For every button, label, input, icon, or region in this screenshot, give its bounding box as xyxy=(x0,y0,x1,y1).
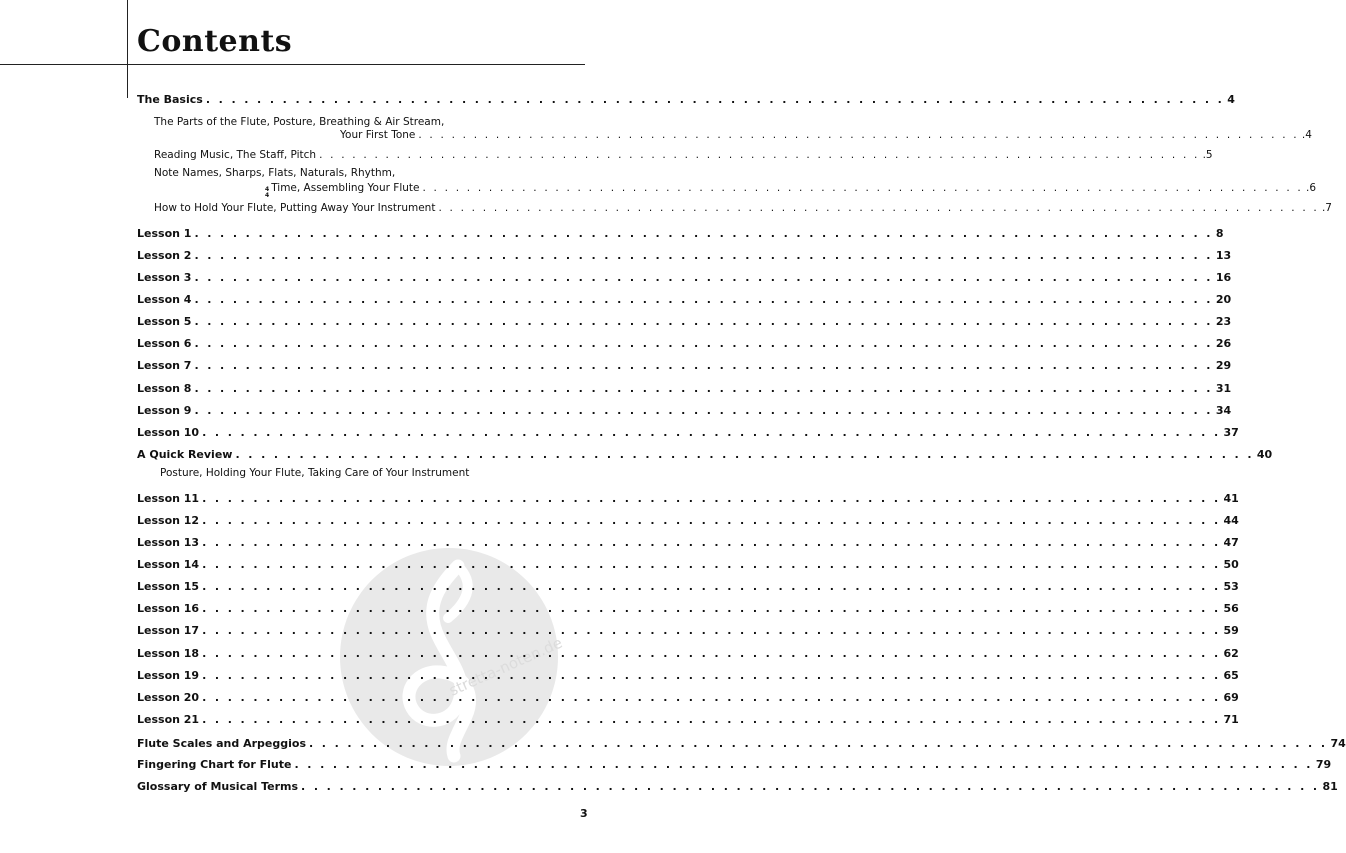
entry-label: Lesson 3 xyxy=(137,271,192,284)
entry-page: .6 xyxy=(1305,182,1317,194)
toc-entry-lesson xyxy=(137,536,1239,550)
dot-leader: . . . . . . . . . . . . . . . . . . . . . . . . . . . . . . . . . . . . . . . . . . . . . . . . . . . . . . . . . . . . . . . . . . . . . . . . . . . . . . . . xyxy=(205,93,1225,106)
dot-leader: . . . . . . . . . . . . . . . . . . . . . . . . . . . . . . . . . . . . . . . . . . . . . . . . . . . . . . . . . . . . . . . . . . . . . . . . . . . . . . . . xyxy=(202,647,1221,660)
toc-entry-lesson xyxy=(137,337,1232,351)
toc-subentry-line: The Parts of the Flute, Posture, Breathing & Air Stream, xyxy=(154,116,445,128)
entry-page: .4 xyxy=(1301,129,1312,141)
entry-page: 26 xyxy=(1215,337,1232,350)
page-title: Contents xyxy=(137,24,293,59)
entry-label: Lesson 15 xyxy=(137,580,200,593)
toc-entry-lesson xyxy=(137,669,1239,683)
toc-entry-lesson xyxy=(137,382,1232,396)
toc-subentry xyxy=(154,148,1213,162)
entry-page: 29 xyxy=(1215,359,1232,372)
entry-page: .5 xyxy=(1202,149,1213,161)
entry-page: 23 xyxy=(1215,315,1232,328)
entry-page: 50 xyxy=(1223,558,1239,571)
entry-page: .7 xyxy=(1321,202,1332,214)
entry-label: Time, Assembling Your Flute xyxy=(271,182,420,194)
entry-page: 16 xyxy=(1215,271,1232,284)
entry-label: Lesson 19 xyxy=(137,669,200,682)
entry-label: Lesson 20 xyxy=(137,691,200,704)
toc-entry-lesson xyxy=(137,227,1224,241)
entry-page: 71 xyxy=(1223,713,1239,726)
time-signature-icon xyxy=(265,187,269,199)
entry-page: 81 xyxy=(1322,780,1338,793)
toc-entry-lesson xyxy=(137,514,1239,528)
entry-page: 20 xyxy=(1215,293,1232,306)
entry-page: 44 xyxy=(1223,514,1239,527)
toc-entry-lesson xyxy=(137,602,1239,616)
toc-entry-lesson xyxy=(137,249,1232,263)
entry-label: Lesson 21 xyxy=(137,713,200,726)
entry-page: 37 xyxy=(1223,426,1239,439)
toc-entry-lesson xyxy=(137,492,1239,506)
dot-leader: . . . . . . . . . . . . . . . . . . . . . . . . . . . . . . . . . . . . . . . . . . . . . . . . . . . . . . . . . . . . . . . . . . . . . . . . . . . . . . . . xyxy=(418,129,1299,141)
entry-label: Fingering Chart for Flute xyxy=(137,758,292,771)
toc-entry-lesson xyxy=(137,315,1232,329)
dot-leader: . . . . . . . . . . . . . . . . . . . . . . . . . . . . . . . . . . . . . . . . . . . . . . . . . . . . . . . . . . . . . . . . . . . . . . . . . . . . . . . . xyxy=(194,249,1213,262)
time-signature-bottom: 4 xyxy=(265,192,270,199)
entry-page: 8 xyxy=(1215,227,1224,240)
dot-leader: . . . . . . . . . . . . . . . . . . . . . . . . . . . . . . . . . . . . . . . . . . . . . . . . . . . . . . . . . . . . . . . . . . . . . . . . . . . . . . . . xyxy=(235,448,1254,461)
entry-page: 59 xyxy=(1223,624,1239,637)
dot-leader: . . . . . . . . . . . . . . . . . . . . . . . . . . . . . . . . . . . . . . . . . . . . . . . . . . . . . . . . . . . . . . . . . . . . . . . . . . . . . . . . xyxy=(194,271,1213,284)
entry-label: Lesson 1 xyxy=(137,227,192,240)
entry-label: Lesson 6 xyxy=(137,337,192,350)
entry-page: 34 xyxy=(1215,404,1232,417)
dot-leader: . . . . . . . . . . . . . . . . . . . . . . . . . . . . . . . . . . . . . . . . . . . . . . . . . . . . . . . . . . . . . . . . . . . . . . . . . . . . . . . . xyxy=(202,492,1221,505)
toc-subentry-line: Note Names, Sharps, Flats, Naturals, Rhythm, xyxy=(154,167,396,179)
vertical-rule xyxy=(127,0,128,98)
entry-label: Lesson 10 xyxy=(137,426,200,439)
toc-entry-note: Posture, Holding Your Flute, Taking Care of Your Instrument xyxy=(160,467,470,479)
dot-leader: . . . . . . . . . . . . . . . . . . . . . . . . . . . . . . . . . . . . . . . . . . . . . . . . . . . . . . . . . . . . . . . . . . . . . . . . . . . . . . . . xyxy=(438,202,1319,214)
dot-leader: . . . . . . . . . . . . . . . . . . . . . . . . . . . . . . . . . . . . . . . . . . . . . . . . . . . . . . . . . . . . . . . . . . . . . . . . . . . . . . . . xyxy=(202,713,1221,726)
dot-leader: . . . . . . . . . . . . . . . . . . . . . . . . . . . . . . . . . . . . . . . . . . . . . . . . . . . . . . . . . . . . . . . . . . . . . . . . . . . . . . . . xyxy=(194,404,1213,417)
toc-subentry xyxy=(340,128,1312,142)
dot-leader: . . . . . . . . . . . . . . . . . . . . . . . . . . . . . . . . . . . . . . . . . . . . . . . . . . . . . . . . . . . . . . . . . . . . . . . . . . . . . . . . xyxy=(194,293,1213,306)
toc-entry-lesson xyxy=(137,691,1239,705)
toc-entry-lesson xyxy=(137,647,1239,661)
toc-subentry xyxy=(265,181,1317,199)
toc-entry-appendix xyxy=(137,780,1338,794)
entry-label: Lesson 5 xyxy=(137,315,192,328)
entry-label: Lesson 13 xyxy=(137,536,200,549)
entry-label: Your First Tone xyxy=(340,129,416,141)
entry-page: 47 xyxy=(1223,536,1239,549)
entry-label: Lesson 16 xyxy=(137,602,200,615)
entry-label: Lesson 4 xyxy=(137,293,192,306)
entry-page: 40 xyxy=(1256,448,1273,461)
entry-label: The Basics xyxy=(137,93,203,106)
dot-leader: . . . . . . . . . . . . . . . . . . . . . . . . . . . . . . . . . . . . . . . . . . . . . . . . . . . . . . . . . . . . . . . . . . . . . . . . . . . . . . . . xyxy=(294,758,1313,771)
toc-entry-lesson xyxy=(137,271,1232,285)
entry-label: Lesson 11 xyxy=(137,492,200,505)
entry-page: 56 xyxy=(1223,602,1239,615)
entry-label: Reading Music, The Staff, Pitch xyxy=(154,149,317,161)
toc-entry-lesson xyxy=(137,624,1239,638)
watermark-text: stretta-noten.de xyxy=(446,633,566,700)
entry-page: 62 xyxy=(1223,647,1239,660)
entry-label: Lesson 12 xyxy=(137,514,200,527)
toc-entry-lesson xyxy=(137,404,1232,418)
dot-leader: . . . . . . . . . . . . . . . . . . . . . . . . . . . . . . . . . . . . . . . . . . . . . . . . . . . . . . . . . . . . . . . . . . . . . . . . . . . . . . . . xyxy=(202,602,1221,615)
toc-entry-lesson xyxy=(137,580,1239,594)
entry-page: 4 xyxy=(1227,93,1235,106)
entry-label: Lesson 2 xyxy=(137,249,192,262)
dot-leader: . . . . . . . . . . . . . . . . . . . . . . . . . . . . . . . . . . . . . . . . . . . . . . . . . . . . . . . . . . . . . . . . . . . . . . . . . . . . . . . . xyxy=(202,536,1221,549)
toc-entry-lesson xyxy=(137,426,1239,440)
entry-label: Lesson 17 xyxy=(137,624,200,637)
dot-leader: . . . . . . . . . . . . . . . . . . . . . . . . . . . . . . . . . . . . . . . . . . . . . . . . . . . . . . . . . . . . . . . . . . . . . . . . . . . . . . . . xyxy=(202,580,1221,593)
toc-entry-lesson xyxy=(137,293,1232,307)
toc-entry-quick-review xyxy=(137,448,1273,462)
dot-leader: . . . . . . . . . . . . . . . . . . . . . . . . . . . . . . . . . . . . . . . . . . . . . . . . . . . . . . . . . . . . . . . . . . . . . . . . . . . . . . . . xyxy=(319,149,1200,161)
entry-page: 13 xyxy=(1215,249,1232,262)
entry-page: 65 xyxy=(1223,669,1239,682)
entry-page: 53 xyxy=(1223,580,1239,593)
dot-leader: . . . . . . . . . . . . . . . . . . . . . . . . . . . . . . . . . . . . . . . . . . . . . . . . . . . . . . . . . . . . . . . . . . . . . . . . . . . . . . . . xyxy=(194,359,1213,372)
dot-leader: . . . . . . . . . . . . . . . . . . . . . . . . . . . . . . . . . . . . . . . . . . . . . . . . . . . . . . . . . . . . . . . . . . . . . . . . . . . . . . . . xyxy=(202,558,1221,571)
entry-label: Lesson 9 xyxy=(137,404,192,417)
dot-leader: . . . . . . . . . . . . . . . . . . . . . . . . . . . . . . . . . . . . . . . . . . . . . . . . . . . . . . . . . . . . . . . . . . . . . . . . . . . . . . . . xyxy=(202,624,1221,637)
horizontal-rule xyxy=(0,64,585,65)
dot-leader: . . . . . . . . . . . . . . . . . . . . . . . . . . . . . . . . . . . . . . . . . . . . . . . . . . . . . . . . . . . . . . . . . . . . . . . . . . . . . . . . xyxy=(194,315,1213,328)
dot-leader: . . . . . . . . . . . . . . . . . . . . . . . . . . . . . . . . . . . . . . . . . . . . . . . . . . . . . . . . . . . . . . . . . . . . . . . . . . . . . . . . xyxy=(202,426,1221,439)
time-signature-top: 4 xyxy=(265,186,270,193)
dot-leader: . . . . . . . . . . . . . . . . . . . . . . . . . . . . . . . . . . . . . . . . . . . . . . . . . . . . . . . . . . . . . . . . . . . . . . . . . . . . . . . . xyxy=(194,227,1213,240)
toc-entry-lesson xyxy=(137,359,1232,373)
page-number: 3 xyxy=(580,807,588,820)
dot-leader: . . . . . . . . . . . . . . . . . . . . . . . . . . . . . . . . . . . . . . . . . . . . . . . . . . . . . . . . . . . . . . . . . . . . . . . . . . . . . . . . xyxy=(202,514,1221,527)
dot-leader: . . . . . . . . . . . . . . . . . . . . . . . . . . . . . . . . . . . . . . . . . . . . . . . . . . . . . . . . . . . . . . . . . . . . . . . . . . . . . . . . xyxy=(301,780,1320,793)
entry-page: 74 xyxy=(1330,737,1346,750)
toc-subentry xyxy=(154,201,1332,215)
entry-label: Lesson 18 xyxy=(137,647,200,660)
entry-page: 41 xyxy=(1223,492,1239,505)
dot-leader: . . . . . . . . . . . . . . . . . . . . . . . . . . . . . . . . . . . . . . . . . . . . . . . . . . . . . . . . . . . . . . . . . . . . . . . . . . . . . . . . xyxy=(194,337,1213,350)
toc-entry-lesson xyxy=(137,713,1239,727)
entry-label: How to Hold Your Flute, Putting Away Your Instrument xyxy=(154,202,436,214)
entry-page: 69 xyxy=(1223,691,1239,704)
entry-label: A Quick Review xyxy=(137,448,233,461)
entry-label: Lesson 14 xyxy=(137,558,200,571)
toc-entry-appendix xyxy=(137,758,1332,772)
entry-page: 31 xyxy=(1215,382,1232,395)
entry-label: Lesson 8 xyxy=(137,382,192,395)
toc-entry-the-basics xyxy=(137,93,1235,107)
dot-leader: . . . . . . . . . . . . . . . . . . . . . . . . . . . . . . . . . . . . . . . . . . . . . . . . . . . . . . . . . . . . . . . . . . . . . . . . . . . . . . . . xyxy=(309,737,1328,750)
entry-label: Lesson 7 xyxy=(137,359,192,372)
entry-label: Glossary of Musical Terms xyxy=(137,780,299,793)
dot-leader: . . . . . . . . . . . . . . . . . . . . . . . . . . . . . . . . . . . . . . . . . . . . . . . . . . . . . . . . . . . . . . . . . . . . . . . . . . . . . . . . xyxy=(422,182,1303,194)
entry-page: 79 xyxy=(1315,758,1332,771)
toc-entry-lesson xyxy=(137,558,1239,572)
toc-entry-appendix xyxy=(137,737,1346,751)
entry-label: Flute Scales and Arpeggios xyxy=(137,737,306,750)
dot-leader: . . . . . . . . . . . . . . . . . . . . . . . . . . . . . . . . . . . . . . . . . . . . . . . . . . . . . . . . . . . . . . . . . . . . . . . . . . . . . . . . xyxy=(194,382,1213,395)
dot-leader: . . . . . . . . . . . . . . . . . . . . . . . . . . . . . . . . . . . . . . . . . . . . . . . . . . . . . . . . . . . . . . . . . . . . . . . . . . . . . . . . xyxy=(202,669,1221,682)
dot-leader: . . . . . . . . . . . . . . . . . . . . . . . . . . . . . . . . . . . . . . . . . . . . . . . . . . . . . . . . . . . . . . . . . . . . . . . . . . . . . . . . xyxy=(202,691,1221,704)
